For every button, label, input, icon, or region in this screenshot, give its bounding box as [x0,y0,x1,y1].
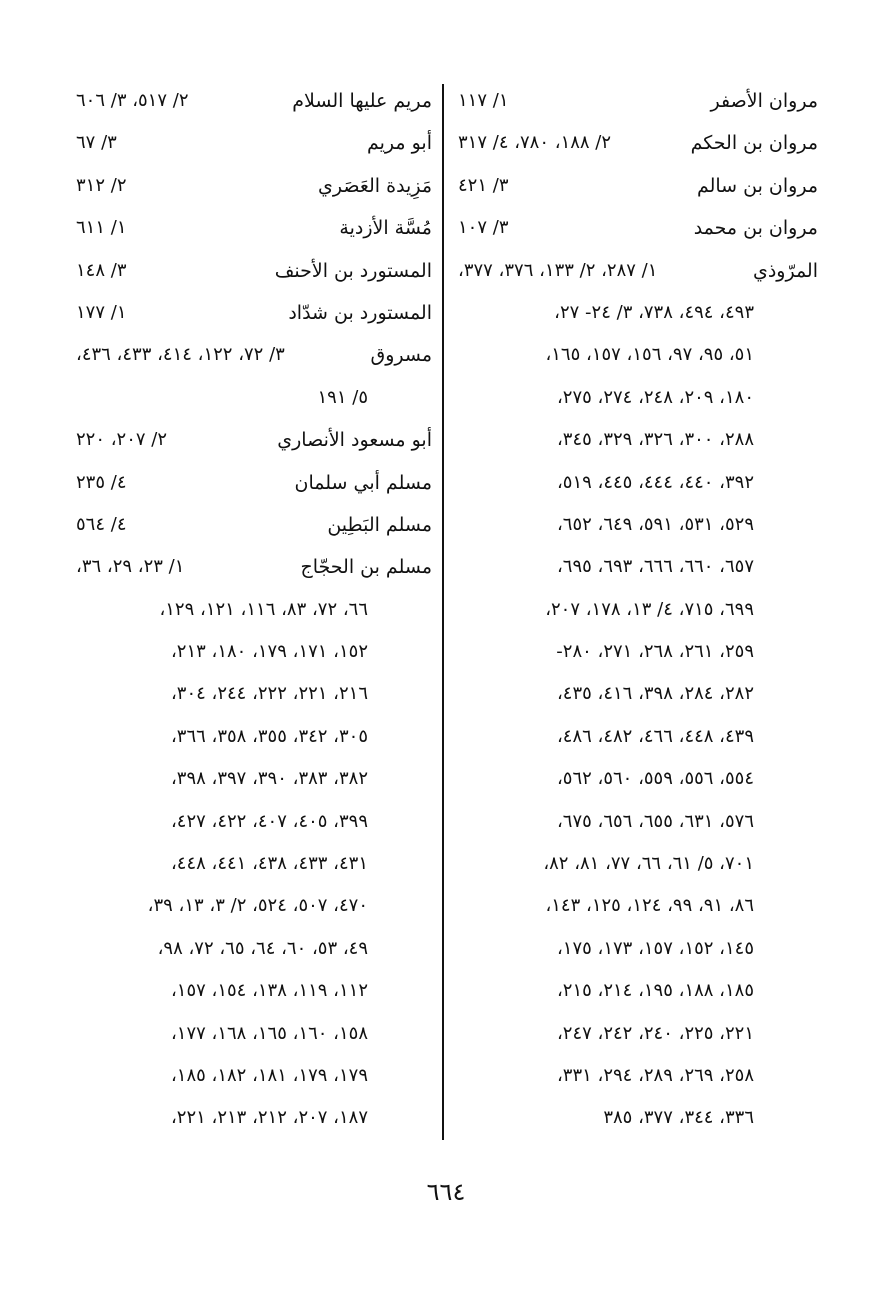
continuation-references: ٢٢١، ٢٢٥، ٢٤٠، ٢٤٢، ٢٤٧، [556,1022,754,1044]
entry-continuation [458,589,818,631]
continuation-references: ١٤٥، ١٥٢، ١٥٧، ١٧٣، ١٧٥، [556,937,754,959]
entry-name: مسلم بن الحجّاج [300,556,432,579]
entry-references: ١/ ٢٨٧، ٢/ ١٣٣، ٣٧٦، ٣٧٧، [458,259,658,281]
entry-continuation [458,419,818,461]
entry-name: مروان بن الحكم [690,132,818,155]
entry-continuation [76,377,432,419]
entry-references: ١/ ١٧٧ [76,301,127,323]
page-number: ٦٦٤ [426,1178,466,1206]
entry-continuation [458,631,818,673]
entry-continuation [458,1055,818,1097]
continuation-references: ٥١، ٩٥، ٩٧، ١٥٦، ١٥٧، ١٦٥، [545,344,754,366]
index-entry [458,250,818,292]
entry-references: ٢/ ١٨٨، ٧٨٠، ٤/ ٣١٧ [458,132,612,154]
entry-name: مريم عليها السلام [292,90,432,112]
entry-references: ١/ ١١٧ [458,90,509,111]
index-entry [76,122,432,164]
index-entry [76,334,432,376]
index-entry [76,292,432,334]
continuation-references: ٣٣٦، ٣٤٤، ٣٧٧، ٣٨٥ [603,1107,754,1129]
index-entry [76,165,432,207]
entry-continuation [458,885,818,927]
continuation-references: ١٨٠، ٢٠٩، ٢٤٨، ٢٧٤، ٢٧٥، [556,386,754,408]
left-column [76,80,432,1140]
continuation-references: ١١٢، ١١٩، ١٣٨، ١٥٤، ١٥٧، [170,980,368,1002]
entry-continuation [76,758,432,800]
entry-name: المستورد بن الأحنف [274,259,432,282]
entry-references: ٢/ ٢٠٧، ٢٢٠ [76,429,168,451]
entry-continuation [458,673,818,715]
entry-continuation [76,673,432,715]
index-entry [76,419,432,461]
entry-continuation [458,758,818,800]
entry-name: أبو مريم [366,132,432,155]
continuation-references: ٢٨٢، ٢٨٤، ٣٩٨، ٤١٦، ٤٣٥، [556,683,754,705]
entry-references: ١/ ٦١١ [76,217,127,239]
entry-continuation [458,504,818,546]
entry-name: المستورد بن شدّاد [288,301,432,324]
continuation-references: ١٧٩، ١٧٩، ١٨١، ١٨٢، ١٨٥، [170,1064,368,1086]
entry-continuation [76,589,432,631]
continuation-references: ٥/ ١٩١ [317,386,368,408]
index-entry [458,80,818,122]
continuation-references: ٤٣١، ٤٣٣، ٤٣٨، ٤٤١، ٤٤٨، [170,853,368,875]
index-entry [458,207,818,249]
right-column [458,80,818,1140]
index-entry [76,207,432,249]
entry-name: مروان بن سالم [696,174,818,197]
entry-references: ١/ ٢٣، ٢٩، ٣٦، [76,556,185,578]
entry-continuation [76,1013,432,1055]
continuation-references: ٦٩٩، ٧١٥، ٤/ ١٣، ١٧٨، ٢٠٧، [545,598,754,620]
entry-name: مَزِيدة العَصَري [318,174,432,197]
entry-name: أبو مسعود الأنصاري [277,429,432,452]
continuation-references: ٤٣٩، ٤٤٨، ٤٦٦، ٤٨٢، ٤٨٦، [556,725,754,747]
entry-continuation [458,292,818,334]
continuation-references: ٣٨٢، ٣٨٣، ٣٩٠، ٣٩٧، ٣٩٨، [170,768,368,790]
entry-references: ٣/ ٦٧ [76,132,117,154]
entry-references: ٣/ ١٠٧ [458,217,509,239]
index-entry [458,165,818,207]
entry-name: مروان الأصفر [710,90,818,112]
entry-continuation [76,631,432,673]
index-entry [76,546,432,588]
entry-continuation [458,334,818,376]
index-entry [76,250,432,292]
continuation-references: ١٨٥، ١٨٨، ١٩٥، ٢١٤، ٢١٥، [556,980,754,1002]
continuation-references: ٦٥٧، ٦٦٠، ٦٦٦، ٦٩٣، ٦٩٥، [556,556,754,578]
index-entry [76,504,432,546]
continuation-references: ٢٨٨، ٣٠٠، ٣٢٦، ٣٢٩، ٣٤٥، [556,429,754,451]
continuation-references: ٨٦، ٩١، ٩٩، ١٢٤، ١٢٥، ١٤٣، [545,895,754,917]
index-entry [76,462,432,504]
continuation-references: ٥٥٤، ٥٥٦، ٥٥٩، ٥٦٠، ٥٦٢، [556,768,754,790]
continuation-references: ١٨٧، ٢٠٧، ٢١٢، ٢١٣، ٢٢١، [170,1107,368,1129]
entry-continuation [76,843,432,885]
entry-continuation [76,716,432,758]
index-entry [76,80,432,122]
continuation-references: ٢١٦، ٢٢١، ٢٢٢، ٢٤٤، ٣٠٤، [170,683,368,705]
continuation-references: ١٥٨، ١٦٠، ١٦٥، ١٦٨، ١٧٧، [170,1022,368,1044]
entry-continuation [76,970,432,1012]
entry-name: مسروق [370,344,432,367]
entry-references: ٣/ ٧٢، ١٢٢، ٤١٤، ٤٣٣، ٤٣٦، [76,344,285,366]
entry-continuation [458,1097,818,1139]
entry-continuation [76,928,432,970]
continuation-references: ٤٧٠، ٥٠٧، ٥٢٤، ٢/ ٣، ١٣، ٣٩، [147,895,368,917]
entry-continuation [76,801,432,843]
continuation-references: ٣٩٩، ٤٠٥، ٤٠٧، ٤٢٢، ٤٢٧، [170,810,368,832]
continuation-references: ٤٩٣، ٤٩٤، ٧٣٨، ٣/ ٢٤- ٢٧، [554,301,754,323]
entry-continuation [458,970,818,1012]
entry-name: المرّوذي [752,259,818,282]
continuation-references: ٣٠٥، ٣٤٢، ٣٥٥، ٣٥٨، ٣٦٦، [170,725,368,747]
continuation-references: ٤٩، ٥٣، ٦٠، ٦٤، ٦٥، ٧٢، ٩٨، [157,937,368,959]
entry-continuation [458,377,818,419]
column-divider [442,84,444,1140]
entry-continuation [76,1055,432,1097]
entry-continuation [458,716,818,758]
continuation-references: ٧٠١، ٥/ ٦١، ٦٦، ٧٧، ٨١، ٨٢، [543,853,754,875]
entry-name: مسلم أبي سلمان [294,471,432,494]
entry-references: ٤/ ٢٣٥ [76,471,127,493]
continuation-references: ٥٧٦، ٦٣١، ٦٥٥، ٦٥٦، ٦٧٥، [556,810,754,832]
entry-references: ٢/ ٥١٧، ٣/ ٦٠٦ [76,90,189,111]
entry-name: مروان بن محمد [693,217,818,240]
continuation-references: ٥٢٩، ٥٣١، ٥٩١، ٦٤٩، ٦٥٢، [556,513,754,535]
entry-continuation [458,1013,818,1055]
index-entry [458,122,818,164]
entry-references: ٢/ ٣١٢ [76,174,127,196]
entry-continuation [458,462,818,504]
entry-references: ٤/ ٥٦٤ [76,513,127,535]
entry-name: مسلم البَطِين [327,513,432,536]
entry-references: ٣/ ١٤٨ [76,259,127,281]
continuation-references: ١٥٢، ١٧١، ١٧٩، ١٨٠، ٢١٣، [170,641,368,663]
continuation-references: ٢٥٨، ٢٦٩، ٢٨٩، ٢٩٤، ٣٣١، [556,1064,754,1086]
entry-continuation [458,928,818,970]
entry-continuation [458,801,818,843]
continuation-references: ٣٩٢، ٤٤٠، ٤٤٤، ٤٤٥، ٥١٩، [556,471,754,493]
continuation-references: ٦٦، ٧٢، ٨٣، ١١٦، ١٢١، ١٢٩، [159,598,368,620]
entry-name: مُسَّة الأزدية [339,217,432,240]
continuation-references: ٢٥٩، ٢٦١، ٢٦٨، ٢٧١، ٢٨٠- [556,641,754,663]
entry-continuation [458,843,818,885]
entry-references: ٣/ ٤٢١ [458,174,509,196]
entry-continuation [76,885,432,927]
entry-continuation [458,546,818,588]
entry-continuation [76,1097,432,1139]
